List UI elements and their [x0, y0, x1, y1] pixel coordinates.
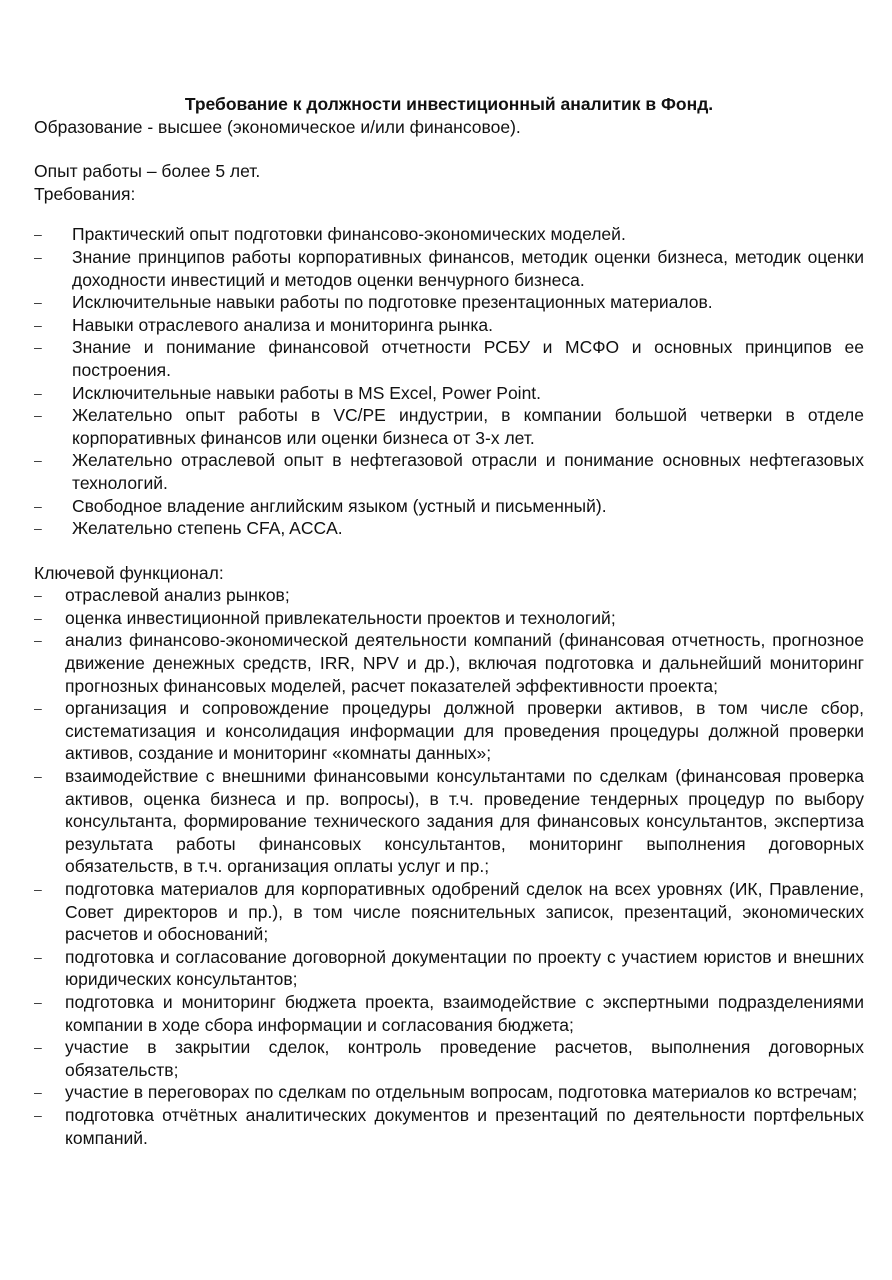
function-item-text: организация и сопровождение процедуры должной проверки активов, в том числе сбор, систематизация и консолидация информации для проведения процедуры должной проверки активов, создание и мониторинг «комнаты данных»; — [65, 698, 864, 764]
requirement-item — [34, 495, 864, 518]
requirement-item-text: Знание и понимание финансовой отчетности РСБУ и МСФО и основных принципов ее построения. — [72, 337, 864, 380]
bullet-dash: – — [34, 226, 42, 243]
requirement-item — [34, 246, 864, 291]
bullet-dash: – — [34, 452, 42, 469]
bullet-dash: – — [34, 407, 42, 424]
function-item-text: подготовка отчётных аналитических документов и презентаций по деятельности портфельных компаний. — [65, 1104, 864, 1148]
bullet-dash: – — [34, 1084, 42, 1101]
bullet-dash: – — [34, 587, 42, 604]
function-item-text: подготовка и согласование договорной документации по проекту с участием юристов и внешних юридических консультантов; — [65, 946, 864, 990]
function-item — [34, 1036, 864, 1081]
document-page — [34, 93, 864, 1149]
requirement-item — [34, 291, 864, 314]
requirement-item — [34, 404, 864, 449]
function-item — [34, 1081, 864, 1104]
bullet-dash: – — [34, 294, 42, 311]
bullet-dash: – — [34, 248, 42, 265]
requirement-item-text: Свободное владение английским языком (устный и письменный). — [72, 495, 607, 516]
bullet-dash: – — [34, 497, 42, 514]
bullet-dash: – — [34, 948, 42, 965]
functions-heading: Ключевой функционал: — [34, 562, 224, 583]
function-item — [34, 607, 864, 630]
requirement-item-text: Навыки отраслевого анализа и мониторинга рынка. — [72, 314, 493, 335]
requirement-item — [34, 314, 864, 337]
bullet-dash: – — [34, 316, 42, 333]
bullet-dash: – — [34, 609, 42, 626]
function-item — [34, 765, 864, 878]
function-item — [34, 991, 864, 1036]
requirement-item-text: Желательно степень CFA, ACCA. — [72, 518, 343, 539]
function-item — [34, 878, 864, 946]
bullet-dash: – — [34, 1106, 42, 1123]
function-item-text: подготовка и мониторинг бюджета проекта, взаимодействие с экспертными подразделениями компании в ходе сбора информации и согласования бюджета; — [65, 991, 864, 1035]
bullet-dash: – — [34, 993, 42, 1010]
requirement-item-text: Желательно отраслевой опыт в нефтегазовой отрасли и понимание основных нефтегазовых технологий. — [72, 450, 864, 493]
bullet-dash: – — [34, 881, 42, 897]
function-item — [34, 629, 864, 697]
requirement-item-text: Практический опыт подготовки финансово-экономических моделей. — [72, 224, 626, 245]
bullet-dash: – — [34, 1039, 42, 1056]
function-item — [34, 584, 864, 607]
function-item — [34, 946, 864, 991]
bullet-dash: – — [34, 520, 42, 537]
education-line: Образование - высшее (экономическое и/или финансовое). — [34, 116, 521, 137]
experience-line: Опыт работы – более 5 лет. — [34, 161, 261, 182]
function-item-text: анализ финансово-экономической деятельности компаний (финансовая отчетность, прогнозное движение денежных средств, IRR, NPV и др.), включая подготовка и дальнейший мониторинг прогнозных финансовых моделей, расчет показателей эффективности проекта; — [65, 630, 864, 696]
bullet-dash: – — [34, 339, 42, 356]
document-title: Требование к должности инвестиционный аналитик в Фонд. — [184, 94, 714, 114]
function-item-text: участие в закрытии сделок, контроль проведение расчетов, выполнения договорных обязательств; — [65, 1037, 864, 1080]
function-item-text: участие в переговорах по сделкам по отдельным вопросам, подготовка материалов ко встречам; — [65, 1082, 858, 1103]
bullet-dash: – — [34, 768, 42, 785]
requirement-item-text: Знание принципов работы корпоративных финансов, методик оценки бизнеса, методик оценки доходности инвестиций и методов оценки венчурного бизнеса. — [72, 246, 864, 290]
requirement-item-text: Желательно опыт работы в VC/PE индустрии, в компании большой четверки в отделе корпоративных финансов или оценки бизнеса от 3-х лет. — [72, 405, 864, 448]
function-item-text: подготовка материалов для корпоративных одобрений сделок на всех уровнях (ИК, Правление, Совет директоров и пр.), в том числе пояснительных записок, презентаций, экономических расчетов и обоснований; — [65, 879, 864, 945]
requirement-item — [34, 382, 864, 405]
requirement-item — [34, 336, 864, 381]
function-item-text: взаимодействие с внешними финансовыми консультантами по сделкам (финансовая проверка активов, оценка бизнеса и пр. вопросы), в т.ч. проведение тендерных процедур по выбору консультанта, формирование технического задания для финансовых консультантов, экспертиза результата работы финансовых консультантов, мониторинг выполнения договорных обязательств, в т.ч. организация оплаты услуг и пр.; — [65, 766, 864, 877]
function-item-text: отраслевой анализ рынков; — [65, 585, 290, 606]
bullet-dash: – — [34, 384, 42, 401]
function-item — [34, 1104, 864, 1149]
requirement-item-text: Исключительные навыки работы в MS Excel, Power Point. — [72, 382, 542, 403]
bullet-dash: – — [34, 632, 42, 649]
requirements-list — [34, 223, 864, 539]
function-item — [34, 697, 864, 765]
requirement-item — [34, 449, 864, 494]
functions-list — [34, 584, 864, 1149]
function-item-text: оценка инвестиционной привлекательности проектов и технологий; — [65, 607, 616, 628]
requirement-item — [34, 517, 864, 540]
bullet-dash: – — [34, 700, 42, 717]
requirement-item-text: Исключительные навыки работы по подготовке презентационных материалов. — [72, 292, 713, 313]
requirements-heading: Требования: — [34, 183, 136, 204]
requirement-item — [34, 223, 864, 246]
